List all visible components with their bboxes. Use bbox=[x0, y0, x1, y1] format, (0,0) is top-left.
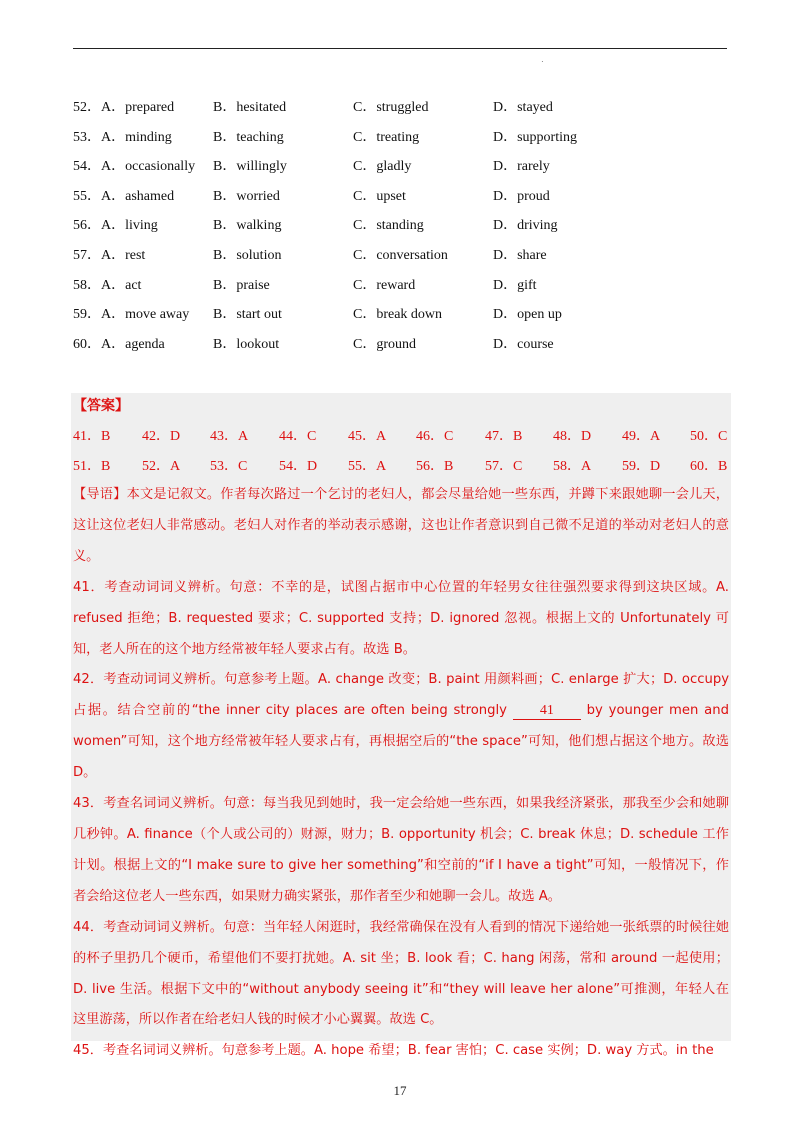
explanation-q42 bbox=[73, 665, 729, 789]
option-b: B．teaching bbox=[213, 129, 284, 145]
option-b: B．lookout bbox=[213, 336, 280, 352]
option-a: A．living bbox=[101, 218, 158, 234]
options-list bbox=[73, 96, 727, 362]
answer-item: 44．C bbox=[279, 429, 317, 444]
option-d: D．course bbox=[493, 336, 554, 352]
question-number: 55． bbox=[73, 188, 101, 204]
explanation-q45: 45．考查名词词义辨析。句意参考上题。A. hope 希望；B. fear 害怕；C. case 实例；D. way 方式。in the bbox=[73, 1043, 714, 1059]
header-mark: · bbox=[541, 57, 544, 66]
option-d: D．open up bbox=[493, 307, 562, 323]
option-row bbox=[73, 274, 727, 304]
option-d: D．proud bbox=[493, 188, 550, 204]
question-number: 52． bbox=[73, 100, 101, 115]
answer-item: 43．A bbox=[210, 429, 249, 444]
question-number: 58． bbox=[73, 277, 101, 293]
option-a: A．act bbox=[101, 277, 142, 293]
explanation-q41: 41．考查动词词义辨析。句意：不幸的是，试图占据市中心位置的年轻男女往往强烈要求得到这块区域。A. refused 拒绝；B. requested 要求；C. supported 支持；D. ignored 忽视。根据上文的 Unfortunately 可知，老人所在的这个地方经常被年轻人要求占有。故选 B。 bbox=[73, 579, 729, 657]
answer-item: 54．D bbox=[279, 459, 318, 474]
option-c: C．conversation bbox=[353, 247, 448, 263]
option-row bbox=[73, 244, 727, 274]
option-row bbox=[73, 185, 727, 215]
option-c: C．break down bbox=[353, 307, 443, 323]
header-rule bbox=[73, 48, 727, 49]
option-a: A．prepared bbox=[101, 100, 175, 115]
option-b: B．praise bbox=[213, 277, 270, 293]
explanation-text bbox=[73, 480, 729, 1067]
answer-item: 51．B bbox=[73, 459, 111, 474]
answer-item: 57．C bbox=[485, 459, 523, 474]
question-number: 54． bbox=[73, 159, 101, 175]
option-b: B．willingly bbox=[213, 159, 287, 175]
answer-item: 45．A bbox=[348, 429, 387, 444]
answer-item: 49．A bbox=[622, 429, 661, 444]
question-number: 59． bbox=[73, 307, 101, 323]
question-number: 57． bbox=[73, 247, 101, 263]
blank-number: 41 bbox=[513, 703, 581, 720]
answer-key-row-2 bbox=[73, 455, 729, 479]
question-number: 60． bbox=[73, 336, 101, 352]
option-row bbox=[73, 155, 727, 185]
option-d: D．supporting bbox=[493, 129, 577, 145]
answer-item: 47．B bbox=[485, 429, 523, 444]
option-b: B．solution bbox=[213, 247, 282, 263]
explanation-q42-text-2: by younger men and women”可知，这个地方经常被年轻人要求占有，再根据空后的“the space”可知，他们想占据这个地方。故选 D。 bbox=[73, 703, 729, 781]
answer-item: 60．B bbox=[690, 459, 728, 474]
answer-item: 59．D bbox=[622, 459, 661, 474]
option-b: B．hesitated bbox=[213, 100, 287, 115]
option-c: C．treating bbox=[353, 129, 420, 145]
option-b: B．worried bbox=[213, 188, 280, 204]
option-c: C．upset bbox=[353, 188, 406, 204]
option-a: A．move away bbox=[101, 307, 190, 323]
option-c: C．gladly bbox=[353, 159, 412, 175]
explanation-q43: 43．考查名词词义辨析。句意：每当我见到她时，我一定会给她一些东西，如果我经济紧张，那我至少会和她聊几秒钟。A. finance（个人或公司的）财源，财力；B. opportunity 机会；C. break 休息；D. schedule 工作计划。根据上文的“I make sure to give her something”和空前的“if I have a tight”可知，一般情况下，作者会给这位老人一些东西，如果财力确实紧张，那作者至少和她聊一会儿。故选 A。 bbox=[73, 796, 729, 904]
option-row bbox=[73, 303, 727, 333]
option-d: D．stayed bbox=[493, 100, 553, 115]
option-c: C．ground bbox=[353, 336, 416, 352]
option-c: C．standing bbox=[353, 218, 424, 234]
option-a: A．ashamed bbox=[101, 188, 175, 204]
question-number: 56． bbox=[73, 218, 101, 234]
answer-item: 41．B bbox=[73, 429, 111, 444]
option-row bbox=[73, 214, 727, 244]
option-b: B．start out bbox=[213, 307, 282, 323]
option-c: C．reward bbox=[353, 277, 416, 293]
answer-item: 48．D bbox=[553, 429, 592, 444]
page-number: 17 bbox=[393, 1083, 407, 1098]
option-row bbox=[73, 96, 727, 126]
answer-item: 55．A bbox=[348, 459, 387, 474]
explanation-q42-text-1: 42．考查动词词义辨析。句意参考上题。A. change 改变；B. paint 用颜料画；C. enlarge 扩大；D. occupy 占据。结合空前的“the inner city places are often being strongly bbox=[73, 672, 729, 719]
answer-item: 50．C bbox=[690, 429, 728, 444]
explanation-q44: 44．考查动词词义辨析。句意：当年轻人闲逛时，我经常确保在没有人看到的情况下递给她一张纸票的时候往她的杯子里扔几个硬币，希望他们不要打扰她。A. sit 坐；B. look 看；C. hang 闲荡，常和 around 一起使用；D. live 生活。根据下文中的“without anybody seeing it”和“they will leave her alone”可推测，年轻人在这里游荡，所以作者在给老妇人钱的时候才小心翼翼。故选 C。 bbox=[73, 919, 729, 1028]
option-a: A．minding bbox=[101, 129, 172, 145]
question-number: 53． bbox=[73, 129, 101, 145]
answer-item: 52．A bbox=[142, 459, 181, 474]
answer-item: 56．B bbox=[416, 459, 454, 474]
guide-paragraph: 【导语】本文是记叙文。作者每次路过一个乞讨的老妇人，都会尽量给她一些东西，并蹲下来跟她聊一会儿天，这让这位老妇人非常感动。老妇人对作者的举动表示感谢，这也让作者意识到自己微不足道的举动对老妇人的意义。 bbox=[73, 487, 729, 564]
answer-section bbox=[71, 393, 731, 1059]
option-d: D．gift bbox=[493, 277, 537, 293]
option-b: B．walking bbox=[213, 218, 282, 234]
answer-heading: 【答案】 bbox=[73, 398, 129, 414]
answer-item: 53．C bbox=[210, 459, 248, 474]
option-d: D．rarely bbox=[493, 159, 550, 175]
option-row bbox=[73, 333, 727, 363]
option-a: A．agenda bbox=[101, 336, 165, 352]
answer-item: 46．C bbox=[416, 429, 454, 444]
option-a: A．occasionally bbox=[101, 159, 196, 175]
answer-item: 42．D bbox=[142, 429, 181, 444]
option-d: D．share bbox=[493, 247, 547, 263]
option-row bbox=[73, 126, 727, 156]
option-c: C．struggled bbox=[353, 100, 429, 115]
option-a: A．rest bbox=[101, 247, 146, 263]
answer-key-row-1 bbox=[73, 425, 729, 449]
option-d: D．driving bbox=[493, 218, 558, 234]
answer-item: 58．A bbox=[553, 459, 592, 474]
